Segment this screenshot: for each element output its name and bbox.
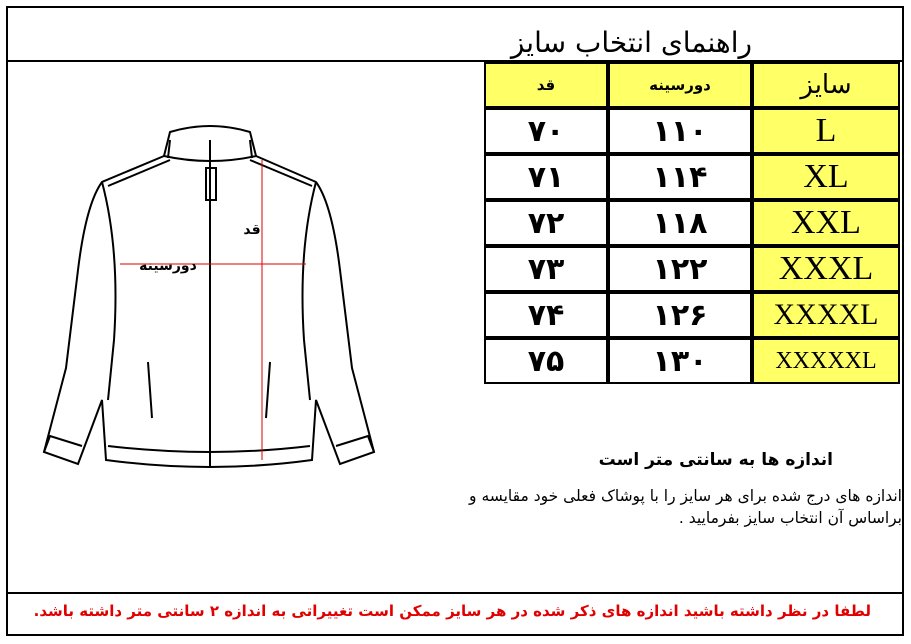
- height-label: قد: [243, 222, 261, 238]
- cell-height: ۷۱: [484, 154, 608, 200]
- cell-height: ۷۲: [484, 200, 608, 246]
- chest-label: دورسینه: [139, 258, 197, 274]
- cell-chest: ۱۳۰: [608, 338, 752, 384]
- cell-chest: ۱۱۰: [608, 108, 752, 154]
- divider: [6, 592, 904, 594]
- cell-size: XXXL: [752, 246, 900, 292]
- left-sleeve-seam: [102, 182, 116, 400]
- jacket-diagram: [20, 100, 430, 480]
- note-title: اندازه ها به سانتی متر است: [598, 450, 833, 470]
- note-body: اندازه های درج شده برای هر سایز را با پوشاک فعلی خود مقایسه و براساس آن انتخاب سایز بفرمایید .: [469, 487, 902, 527]
- header-chest: دورسینه: [608, 62, 752, 108]
- cell-size: XXL: [752, 200, 900, 246]
- header-height: قد: [484, 62, 608, 108]
- warning-text: لطفا در نظر داشته باشید اندازه های ذکر شده در هر سایز ممکن است تغییراتی به اندازه ۲ سانتی متر داشته باشد.: [33, 602, 871, 620]
- title-bar: [6, 6, 904, 62]
- size-table: [484, 62, 900, 384]
- cell-size: L: [752, 108, 900, 154]
- cell-size: XXXXL: [752, 292, 900, 338]
- cell-size: XXXXXL: [752, 338, 900, 384]
- right-sleeve-seam: [303, 182, 317, 400]
- cell-chest: ۱۱۴: [608, 154, 752, 200]
- cell-chest: ۱۲۶: [608, 292, 752, 338]
- header-size: سایز: [752, 62, 900, 108]
- cell-height: ۷۴: [484, 292, 608, 338]
- cell-chest: ۱۱۸: [608, 200, 752, 246]
- cell-chest: ۱۲۲: [608, 246, 752, 292]
- page-title: راهنمای انتخاب سایز: [510, 26, 752, 59]
- cell-height: ۷۰: [484, 108, 608, 154]
- cell-height: ۷۵: [484, 338, 608, 384]
- cell-size: XL: [752, 154, 900, 200]
- cell-height: ۷۳: [484, 246, 608, 292]
